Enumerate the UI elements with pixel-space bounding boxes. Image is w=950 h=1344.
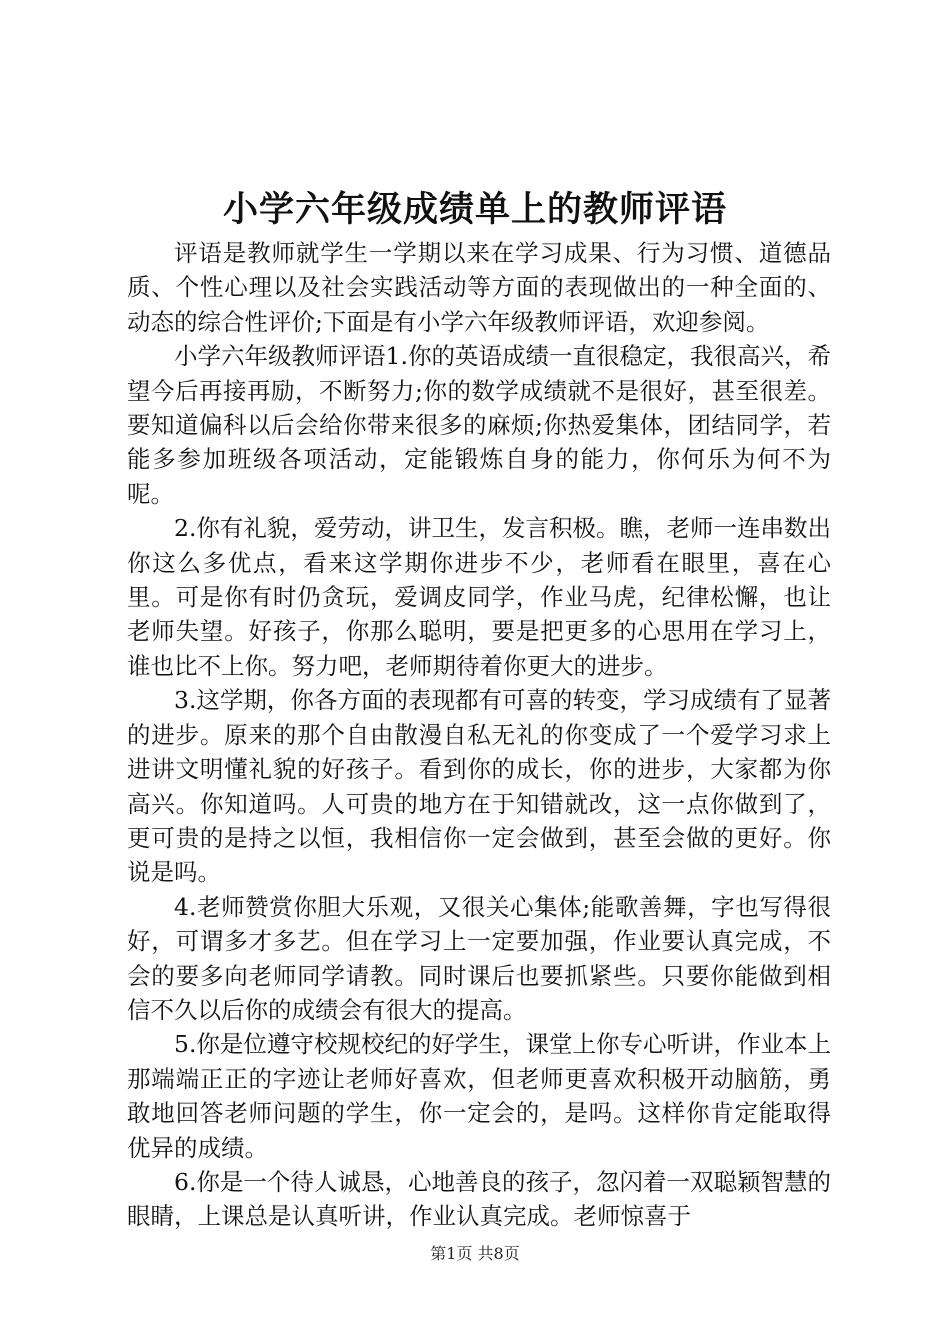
paragraph-comment-6: 6.你是一个待人诚恳，心地善良的孩子，忽闪着一双聪颖智慧的眼睛，上课总是认真听讲，作业认真完成。老师惊喜于 bbox=[127, 1167, 831, 1231]
paragraph-comment-2: 2.你有礼貌，爱劳动，讲卫生，发言积极。瞧，老师一连串数出你这么多优点，看来这学期你进步不少，老师看在眼里，喜在心里。可是你有时仍贪玩，爱调皮同学，作业马虎，纪律松懈，也让老师失望。好孩子，你那么聪明，要是把更多的心思用在学习上，谁也比不上你。努力吧，老师期待着你更大的进步。 bbox=[127, 514, 831, 680]
document-body bbox=[127, 236, 831, 1234]
paragraph-comment-1: 小学六年级教师评语1.你的英语成绩一直很稳定，我很高兴，希望今后再接再励，不断努力;你的数学成绩就不是很好，甚至很差。要知道偏科以后会给你带来很多的麻烦;你热爱集体，团结同学，若能多参加班级各项活动，定能锻炼自身的能力，你何乐为何不为呢。 bbox=[127, 342, 831, 508]
page-number-footer: 第1页 共8页 bbox=[430, 1244, 520, 1263]
paragraph-comment-5: 5.你是位遵守校规校纪的好学生，课堂上你专心听讲，作业本上那端端正正的字迹让老师好喜欢，但老师更喜欢积极开动脑筋，勇敢地回答老师问题的学生，你一定会的，是吗。这样你肯定能取得优异的成绩。 bbox=[127, 1030, 831, 1162]
paragraph-comment-3: 3.这学期，你各方面的表现都有可喜的转变，学习成绩有了显著的进步。原来的那个自由散漫自私无礼的你变成了一个爱学习求上进讲文明懂礼貌的好孩子。看到你的成长，你的进步，大家都为你高兴。你知道吗。人可贵的地方在于知错就改，这一点你做到了，更可贵的是持之以恒，我相信你一定会做到，甚至会做的更好。你说是吗。 bbox=[127, 686, 831, 887]
document-title: 小学六年级成绩单上的教师评语 bbox=[222, 189, 727, 230]
paragraph-comment-4: 4.老师赞赏你胆大乐观，又很关心集体;能歌善舞，字也写得很好，可谓多才多艺。但在学习上一定要加强，作业要认真完成，不会的要多向老师同学请教。同时课后也要抓紧些。只要你能做到相信不久以后你的成绩会有很大的提高。 bbox=[127, 892, 831, 1024]
paragraph-intro: 评语是教师就学生一学期以来在学习成果、行为习惯、道德品质、个性心理以及社会实践活动等方面的表现做出的一种全面的、动态的综合性评价;下面是有小学六年级教师评语，欢迎参阅。 bbox=[127, 239, 831, 336]
